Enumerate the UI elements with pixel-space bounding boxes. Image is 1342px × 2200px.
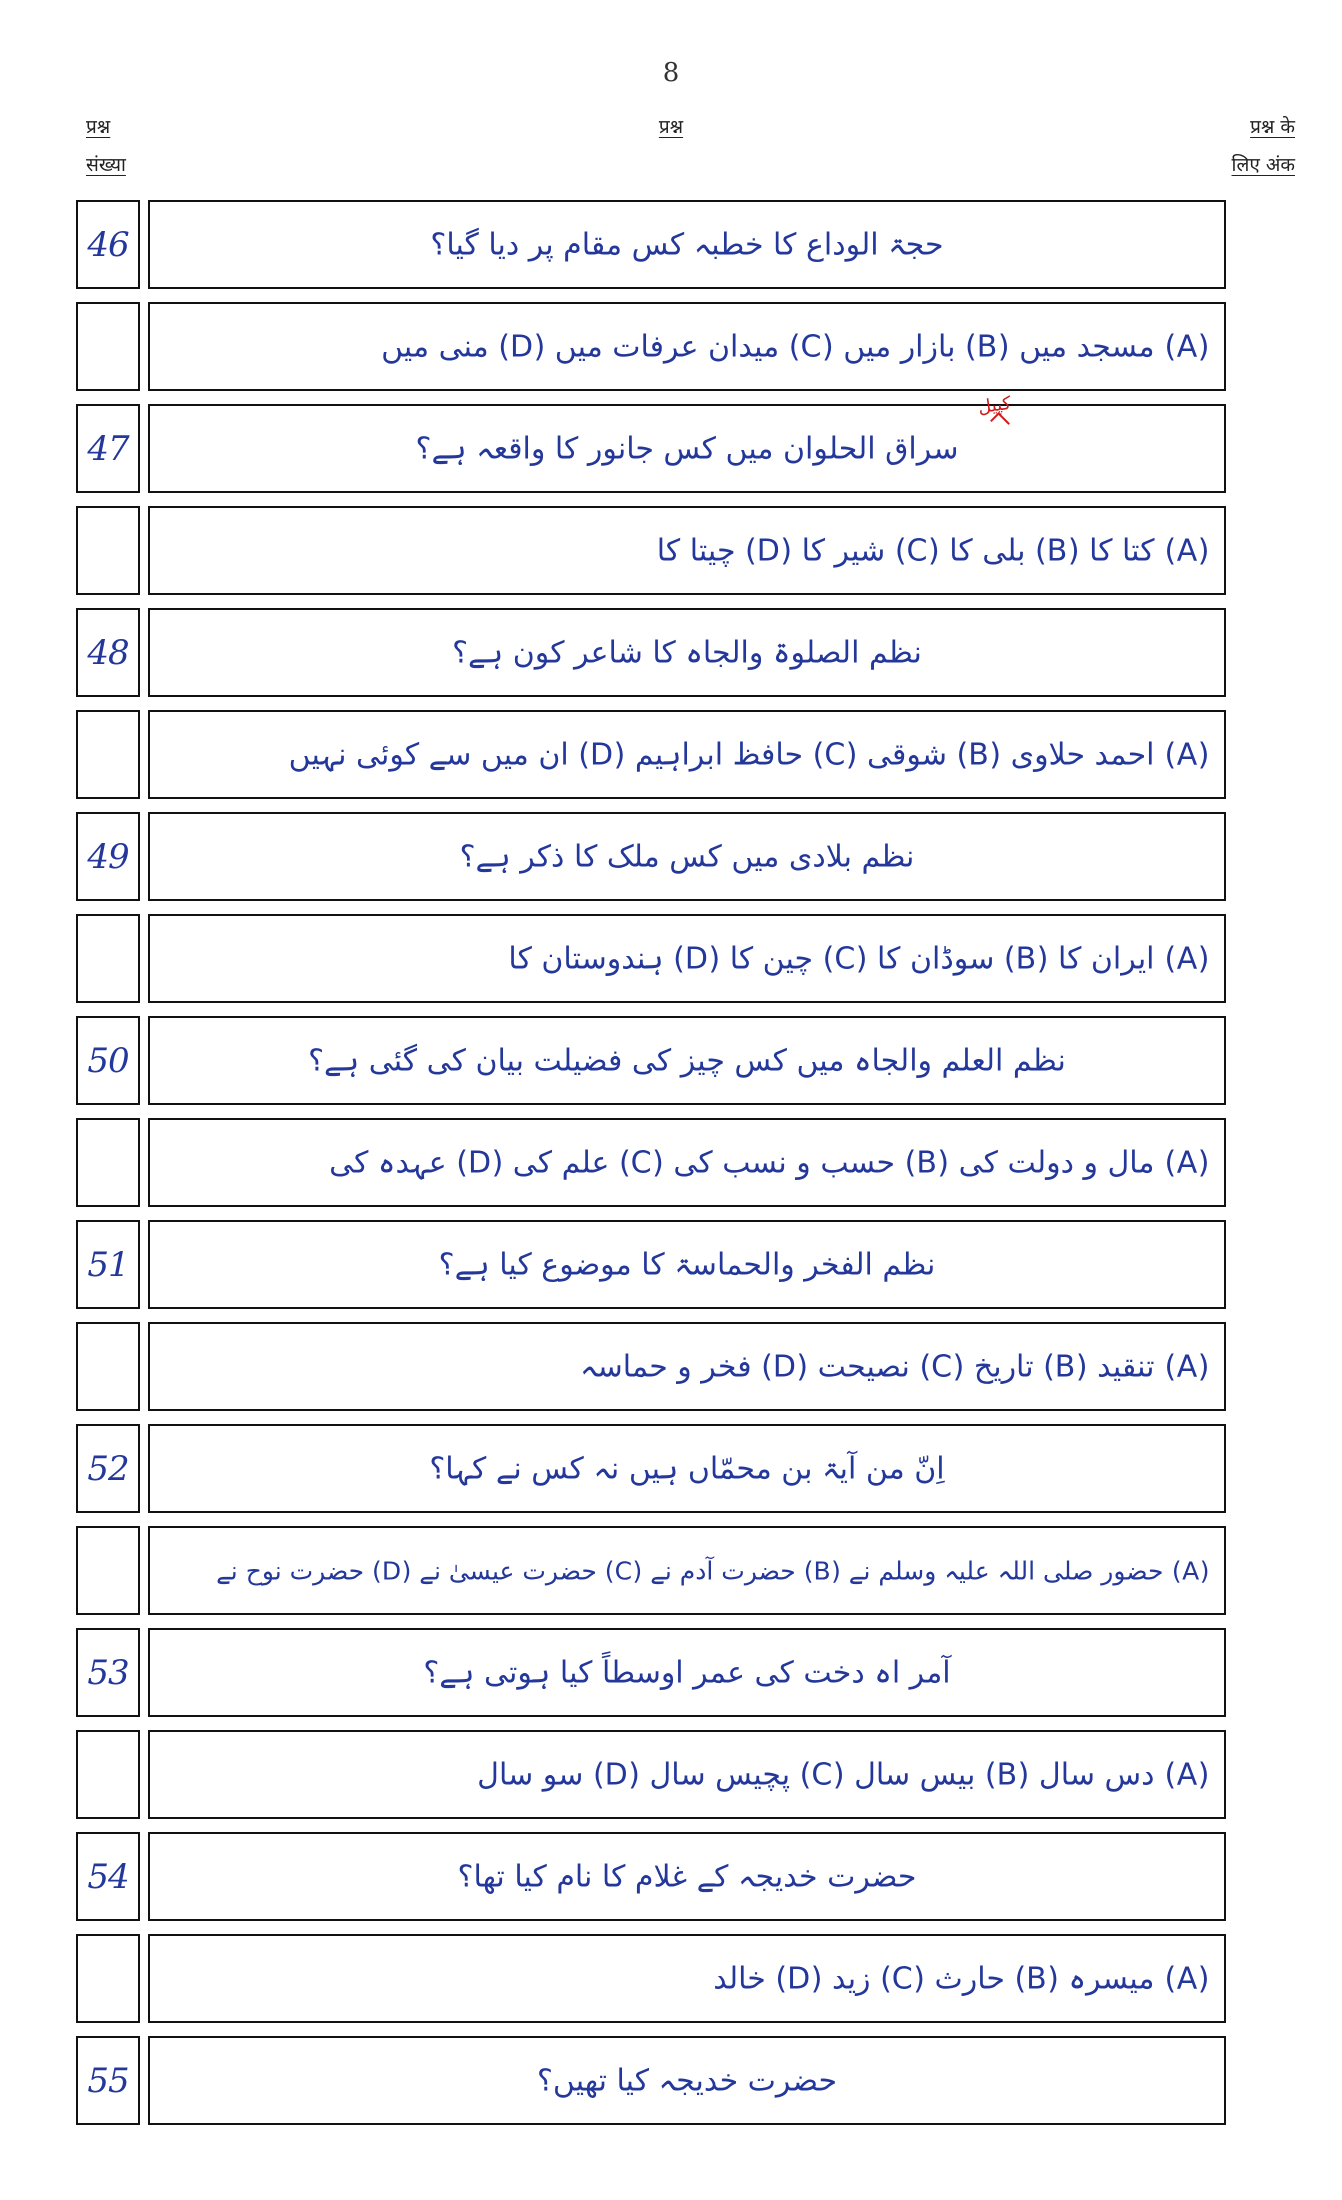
options-text-box [148,1526,1226,1615]
options-text: (A) مسجد میں (B) بازار میں (C) میدان عرفات میں (D) منی میں [381,329,1210,364]
page-number: 8 [662,58,680,88]
question-number-box: 53 [76,1628,140,1717]
options-text-box [148,302,1226,391]
question-text-box [148,1220,1226,1309]
teacher-correction-mark: کپیل [976,392,1013,419]
question-table [76,200,1226,2138]
options-text: (A) کتا کا (B) بلی کا (C) شیر کا (D) چیتا کا [656,533,1210,568]
options-text-box [148,1730,1226,1819]
table-row [76,1118,1226,1209]
question-text-box [148,1424,1226,1513]
question-number-box: 54 [76,1832,140,1921]
question-text-box [148,200,1226,289]
table-row [76,1322,1226,1413]
table-row [76,1730,1226,1821]
question-text: آمر اہ دخت کی عمر اوسطاً کیا ہوتی ہے؟ [423,1655,951,1690]
header-left-line2: संख्या [86,154,126,176]
options-text-box [148,506,1226,595]
options-text-box [148,1322,1226,1411]
options-text: (A) ایران کا (B) سوڈان کا (C) چین کا (D) ہندوستان کا [508,941,1210,976]
options-text: (A) حضور صلی اللہ علیہ وسلم نے (B) حضرت آدم نے (C) حضرت عیسیٰ نے (D) حضرت نوح نے [216,1556,1210,1585]
table-row [76,1526,1226,1617]
question-number-box: 48 [76,608,140,697]
options-text: (A) مال و دولت کی (B) حسب و نسب کی (C) علم کی (D) عہدہ کی [329,1145,1210,1180]
table-row [76,1934,1226,2025]
options-text: (A) میسرہ (B) حارث (C) زید (D) خالد [713,1961,1210,1996]
table-row [76,608,1226,699]
header-question-number-label [86,108,126,184]
question-text-box [148,1628,1226,1717]
table-row [76,1220,1226,1311]
question-text-box [148,1832,1226,1921]
question-text: حجۃ الوداع کا خطبہ کس مقام پر دیا گیا؟ [430,227,944,262]
options-text: (A) تنقید (B) تاریخ (C) نصیحت (D) فخر و حماسہ [580,1349,1210,1384]
question-text: نظم الصلوۃ والجاہ کا شاعر کون ہے؟ [452,635,922,670]
options-text-box [148,1118,1226,1207]
table-row [76,812,1226,903]
question-text-box [148,812,1226,901]
table-row [76,1424,1226,1515]
header-question-label [659,108,683,146]
table-row [76,710,1226,801]
question-text-box [148,404,1226,493]
question-number-box [76,710,140,799]
table-row [76,1628,1226,1719]
header-center: प्रश्न [658,116,684,138]
table-row [76,506,1226,597]
options-text-box [148,914,1226,1003]
table-row [76,1016,1226,1107]
question-text: نظم الفخر والحماسۃ کا موضوع کیا ہے؟ [438,1247,936,1282]
question-number-box [76,302,140,391]
table-row [76,200,1226,291]
question-number-box: 51 [76,1220,140,1309]
question-text-box [148,1016,1226,1105]
question-text-box [148,608,1226,697]
question-number-box: 46 [76,200,140,289]
question-text: حضرت خدیجہ کیا تھیں؟ [536,2063,838,2098]
question-text: حضرت خدیجہ کے غلام کا نام کیا تھا؟ [457,1859,917,1894]
question-number-box [76,1526,140,1615]
question-number-box: 50 [76,1016,140,1105]
header-marks-label [1232,108,1295,184]
options-text: (A) دس سال (B) بیس سال (C) پچیس سال (D) سو سال [477,1757,1210,1792]
question-number-box [76,1934,140,2023]
table-row [76,302,1226,393]
question-number-box [76,1322,140,1411]
options-text-box [148,710,1226,799]
question-number-box [76,914,140,1003]
table-row [76,1832,1226,1923]
question-text: سراق الحلوان میں کس جانور کا واقعہ ہے؟ [415,431,959,466]
question-number-box: 47 [76,404,140,493]
table-row [76,914,1226,1005]
table-row [76,2036,1226,2127]
question-text-box [148,2036,1226,2125]
question-text: اِنّ من آیۃ بن محمّاں ہیں نہ کس نے کہا؟ [429,1451,945,1486]
header-right-line1: प्रश्न के [1250,116,1295,138]
question-number-box [76,1118,140,1207]
question-number-box [76,1730,140,1819]
question-number-box: 52 [76,1424,140,1513]
options-text-box [148,1934,1226,2023]
question-number-box: 49 [76,812,140,901]
header-right-line2: लिए अंक [1231,154,1295,176]
question-number-box: 55 [76,2036,140,2125]
question-text: نظم بلادی میں کس ملک کا ذکر ہے؟ [459,839,915,874]
table-row [76,404,1226,495]
question-text: نظم العلم والجاہ میں کس چیز کی فضیلت بیان کی گئی ہے؟ [308,1043,1066,1078]
header-left-line1: प्रश्न [86,116,111,138]
options-text: (A) احمد حلاوی (B) شوقی (C) حافظ ابراہیم (D) ان میں سے کوئی نہیں [288,737,1210,772]
question-number-box [76,506,140,595]
